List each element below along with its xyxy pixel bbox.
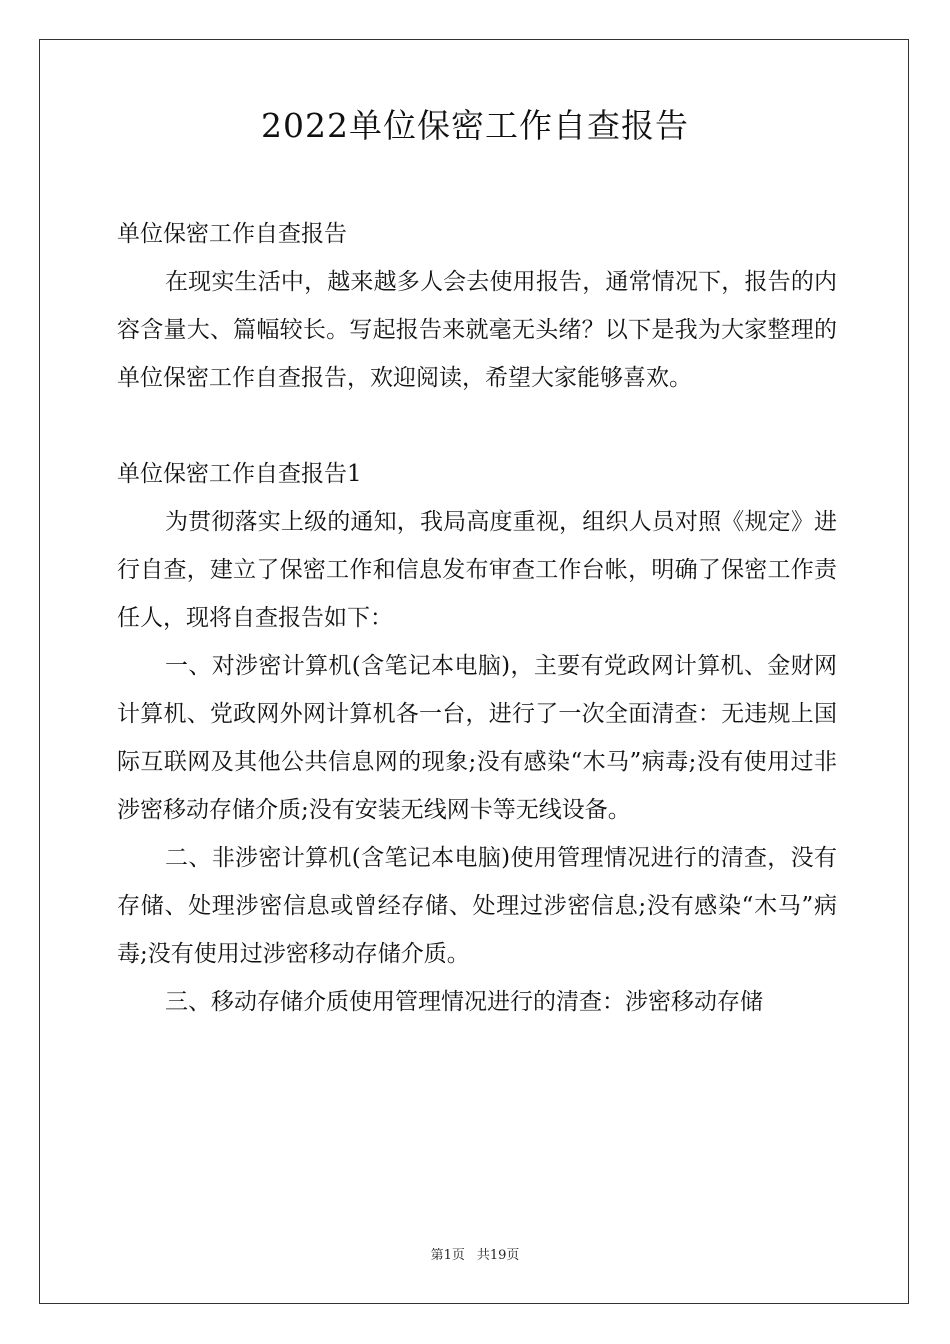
document-body xyxy=(117,210,837,1026)
intro-paragraph: 在现实生活中，越来越多人会去使用报告，通常情况下，报告的内容含量大、篇幅较长。写起报告来就毫无头绪？以下是我为大家整理的单位保密工作自查报告，欢迎阅读，希望大家能够喜欢。 xyxy=(117,269,837,391)
paragraph-gap xyxy=(117,402,837,450)
body-paragraph-3: 二、非涉密计算机(含笔记本电脑)使用管理情况进行的清查，没有存储、处理涉密信息或曾经存储、处理过涉密信息;没有感染“木马”病毒;没有使用过涉密移动存储介质。 xyxy=(117,845,837,967)
document-title: 2022单位保密工作自查报告 xyxy=(261,106,689,145)
body-paragraph-1: 为贯彻落实上级的通知，我局高度重视，组织人员对照《规定》进行自查，建立了保密工作和信息发布审查工作台帐，明确了保密工作责任人，现将自查报告如下： xyxy=(117,509,837,631)
page-number-total: 共19页 xyxy=(476,1248,520,1263)
body-paragraph-2: 一、对涉密计算机(含笔记本电脑)，主要有党政网计算机、金财网计算机、党政网外网计算机各一台，进行了一次全面清查：无违规上国际互联网及其他公共信息网的现象;没有感染“木马”病毒;没有使用过非涉密移动存储介质;没有安装无线网卡等无线设备。 xyxy=(117,653,837,823)
body-paragraph-4: 三、移动存储介质使用管理情况进行的清查：涉密移动存储 xyxy=(165,989,763,1015)
intro-heading: 单位保密工作自查报告 xyxy=(117,221,347,247)
section-heading: 单位保密工作自查报告1 xyxy=(117,461,362,487)
page-number-current: 第1页 xyxy=(430,1248,465,1263)
page-footer xyxy=(0,1247,950,1265)
